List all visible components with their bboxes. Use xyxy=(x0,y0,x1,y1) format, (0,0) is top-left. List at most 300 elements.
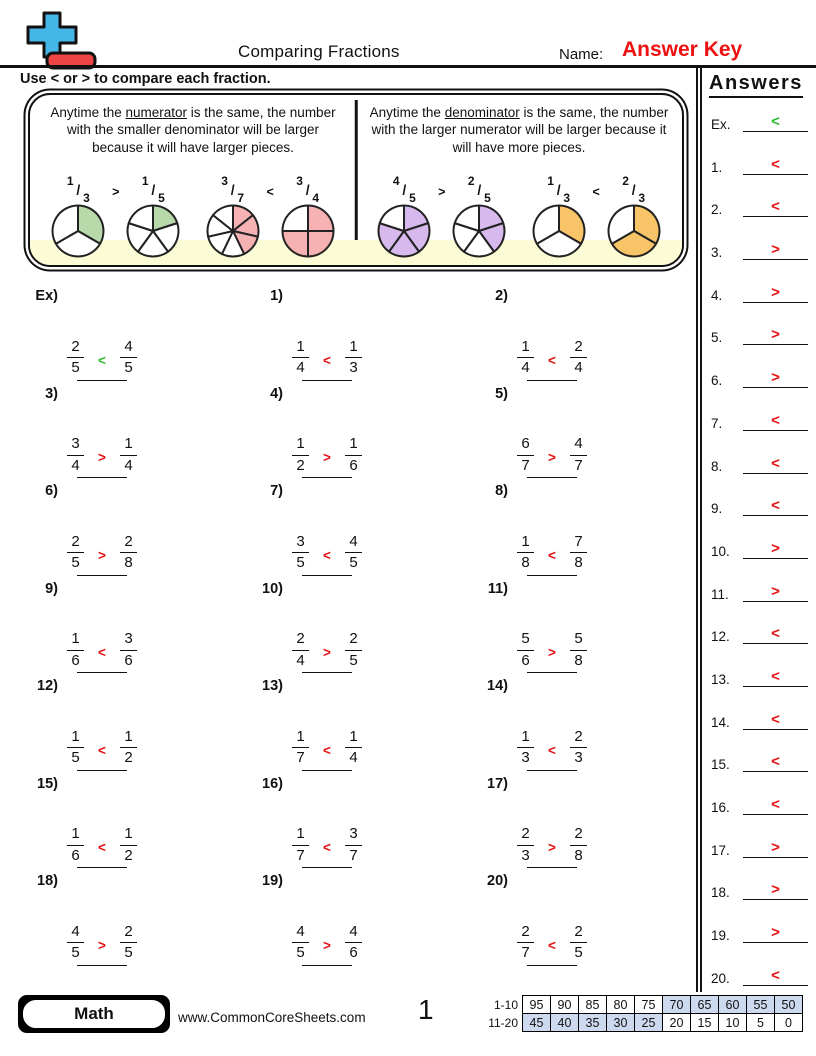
numerator: 6 xyxy=(521,435,530,452)
numerator: 2 xyxy=(296,630,305,647)
score-cell: 70 xyxy=(663,996,691,1014)
answer-symbol: < xyxy=(771,966,780,984)
problem-body xyxy=(67,572,137,670)
comparison-symbol: < xyxy=(266,185,274,199)
fraction-bar xyxy=(345,455,362,456)
problem xyxy=(472,864,684,962)
denominator: 6 xyxy=(521,651,530,669)
answer-rule xyxy=(743,430,808,431)
problem xyxy=(22,767,247,865)
problem-body xyxy=(517,572,587,670)
score-cell: 35 xyxy=(579,1014,607,1032)
denominator: 8 xyxy=(124,554,133,571)
numerator: 4 xyxy=(349,532,358,550)
problem-number: 19) xyxy=(262,873,283,889)
problem-row xyxy=(22,669,684,767)
score-range-label: 11-20 xyxy=(479,1014,523,1032)
denominator: 4 xyxy=(296,651,305,669)
fraction xyxy=(292,436,309,474)
answer-symbol: < xyxy=(771,753,780,771)
problem-body xyxy=(517,767,587,865)
fraction xyxy=(67,924,84,962)
problem-body xyxy=(67,669,137,767)
fraction xyxy=(345,436,362,474)
problem-number: 1) xyxy=(270,288,283,304)
fraction xyxy=(570,339,587,377)
problem-number: 11) xyxy=(487,580,508,597)
problems-grid xyxy=(22,279,684,962)
problem xyxy=(22,572,247,670)
fraction-bar xyxy=(345,942,362,943)
fraction xyxy=(345,924,362,962)
answer-item xyxy=(711,370,808,388)
answer-number: Ex. xyxy=(711,117,731,132)
answer-line xyxy=(743,797,808,815)
pie-fraction-unit xyxy=(603,174,665,264)
problem-body xyxy=(67,864,137,962)
numerator: 1 xyxy=(124,825,133,842)
pie-fraction-unit xyxy=(448,174,510,264)
footer xyxy=(0,993,816,1041)
answer-line xyxy=(743,968,808,986)
comparison-answer: < xyxy=(323,840,331,855)
numerator: 3 xyxy=(124,630,133,647)
fraction-bar xyxy=(67,942,84,943)
numerator: 5 xyxy=(574,630,583,647)
problem-body xyxy=(517,474,587,572)
fraction-bar xyxy=(292,747,309,748)
problem xyxy=(22,669,247,767)
fraction-bar xyxy=(292,455,309,456)
denominator: 4 xyxy=(521,359,530,376)
pie-fraction-unit xyxy=(528,174,590,264)
pie-fraction-unit xyxy=(277,174,339,264)
pie-holder xyxy=(606,203,662,264)
numerator: 5 xyxy=(521,630,530,647)
example-fraction: $^3$ / $_7$ xyxy=(221,174,245,206)
website-link[interactable]: www.CommonCoreSheets.com xyxy=(178,1010,366,1025)
answer-number: 17. xyxy=(711,842,730,858)
answer-line xyxy=(743,669,808,687)
fraction-pie-chart xyxy=(205,203,261,259)
info-box-left xyxy=(30,95,356,265)
fraction xyxy=(517,534,534,572)
comparison-symbol: > xyxy=(112,185,120,199)
fraction-bar xyxy=(345,650,362,651)
example-fraction: $^1$ / $_3$ xyxy=(66,174,90,206)
fraction xyxy=(120,436,137,474)
answer-item xyxy=(711,498,808,516)
fraction xyxy=(517,826,534,864)
numerator: 1 xyxy=(124,435,133,452)
answer-line xyxy=(743,498,808,516)
numerator: 4 xyxy=(71,922,80,940)
problem-body xyxy=(292,864,362,962)
comparison-answer: < xyxy=(98,645,106,660)
info-examples-left xyxy=(30,174,356,264)
answer-symbol: < xyxy=(771,454,780,472)
answer-item xyxy=(711,925,808,943)
fraction-bar xyxy=(570,552,587,553)
answer-item xyxy=(711,712,808,730)
answer-rule xyxy=(743,558,808,559)
answer-item xyxy=(711,840,808,858)
fraction-bar xyxy=(120,747,137,748)
answer-item xyxy=(711,242,808,260)
fraction xyxy=(570,631,587,669)
denominator: 5 xyxy=(124,944,133,961)
fraction-bar xyxy=(67,845,84,846)
numerator: 4 xyxy=(349,922,358,940)
answer-number: 14. xyxy=(711,714,730,730)
score-cell: 45 xyxy=(523,1014,551,1032)
denominator: 5 xyxy=(296,944,305,961)
problem-body xyxy=(517,669,587,767)
numerator: 2 xyxy=(521,922,530,940)
answer-rule xyxy=(743,174,808,175)
example-fraction: $^1$ / $_5$ xyxy=(141,174,165,206)
denominator: 5 xyxy=(71,359,80,376)
answer-number: 3. xyxy=(711,245,723,261)
pie-example xyxy=(373,174,510,264)
pie-holder xyxy=(205,203,261,264)
answer-rule xyxy=(743,814,808,815)
fraction xyxy=(292,826,309,864)
answer-line xyxy=(743,754,808,772)
answer-line xyxy=(743,413,808,431)
blank-line xyxy=(302,965,352,966)
answer-number: 19. xyxy=(711,928,730,944)
score-cell: 40 xyxy=(551,1014,579,1032)
denominator: 5 xyxy=(349,651,358,669)
problem-number: 15) xyxy=(37,775,58,792)
numerator: 1 xyxy=(296,825,305,842)
problem-body xyxy=(292,669,362,767)
problem xyxy=(247,474,472,572)
fraction xyxy=(292,339,309,377)
comparison-answer: > xyxy=(98,937,106,953)
denominator: 3 xyxy=(521,846,530,864)
fraction-bar xyxy=(517,650,534,651)
fraction-bar xyxy=(345,845,362,846)
pie-holder xyxy=(531,203,587,264)
fraction-bar xyxy=(570,650,587,651)
fraction-bar xyxy=(517,357,534,358)
score-table-body xyxy=(479,996,803,1032)
fraction-bar xyxy=(345,747,362,748)
problem-body xyxy=(292,279,362,377)
score-row xyxy=(479,996,803,1014)
numerator: 2 xyxy=(71,337,80,355)
fraction-pie-chart xyxy=(50,203,106,259)
fraction xyxy=(120,534,137,572)
fraction-bar xyxy=(67,650,84,651)
denominator: 7 xyxy=(296,846,305,864)
answer-number: 13. xyxy=(711,671,730,687)
comparison-answer: < xyxy=(548,742,556,758)
answer-rule xyxy=(743,473,808,474)
numerator: 1 xyxy=(349,727,358,745)
score-cell: 75 xyxy=(635,996,663,1014)
fraction-pie-chart xyxy=(451,203,507,259)
score-cell: 0 xyxy=(775,1014,803,1032)
comparison-answer: > xyxy=(98,450,106,465)
pie-example xyxy=(47,174,184,264)
fraction-bar xyxy=(570,845,587,846)
score-cell: 85 xyxy=(579,996,607,1014)
answer-symbol: < xyxy=(771,497,780,515)
answer-symbol: > xyxy=(771,369,780,387)
answer-rule xyxy=(743,771,808,772)
page-title: Comparing Fractions xyxy=(238,42,400,61)
fraction-bar xyxy=(570,942,587,943)
comparison-answer: > xyxy=(323,937,331,953)
denominator: 2 xyxy=(124,749,133,766)
answer-symbol: > xyxy=(771,539,780,557)
numerator: 1 xyxy=(521,532,530,550)
numerator: 1 xyxy=(71,630,80,647)
comparison-answer: > xyxy=(323,450,331,465)
problem-body xyxy=(67,474,137,572)
problem-number: 12) xyxy=(37,678,58,694)
problem-body xyxy=(517,279,587,377)
answer-number: 11. xyxy=(711,586,729,602)
denominator: 7 xyxy=(574,456,583,474)
comparison-answer: < xyxy=(98,840,106,855)
answer-item xyxy=(711,285,808,303)
comparison-answer: < xyxy=(548,547,556,563)
answer-symbol: > xyxy=(771,838,780,856)
answer-symbol: < xyxy=(771,710,780,728)
answer-line xyxy=(743,882,808,900)
problem-number: 20) xyxy=(487,873,508,889)
numerator: 3 xyxy=(71,435,80,452)
answer-item xyxy=(711,584,808,602)
problem-body xyxy=(292,767,362,865)
answer-symbol: > xyxy=(771,283,780,301)
answer-item xyxy=(711,754,808,772)
comparison-answer: < xyxy=(323,547,331,563)
answer-number: 10. xyxy=(711,543,730,559)
denominator: 6 xyxy=(124,651,133,669)
fraction-bar xyxy=(292,357,309,358)
answer-symbol: < xyxy=(771,411,780,429)
score-cell: 30 xyxy=(607,1014,635,1032)
denominator: 6 xyxy=(71,846,80,864)
denominator: 4 xyxy=(349,749,358,766)
page-number: 1 xyxy=(418,994,434,1025)
problem xyxy=(247,864,472,962)
problem-number: Ex) xyxy=(35,288,58,304)
problem xyxy=(472,279,684,377)
answer-rule xyxy=(743,601,808,602)
comparison-answer: < xyxy=(323,742,331,758)
fraction xyxy=(67,534,84,572)
answer-rule xyxy=(743,131,808,132)
answer-symbol: < xyxy=(771,667,780,685)
answer-symbol: < xyxy=(771,113,780,130)
fraction-bar xyxy=(67,747,84,748)
answer-rule xyxy=(743,899,808,900)
answer-number: 1. xyxy=(711,159,723,175)
answer-item xyxy=(711,199,808,217)
info-box-right xyxy=(356,95,682,265)
numerator: 2 xyxy=(574,922,583,940)
score-cell: 5 xyxy=(747,1014,775,1032)
denominator: 5 xyxy=(71,554,80,571)
problem-row xyxy=(22,864,684,962)
numerator: 2 xyxy=(521,825,530,842)
problem xyxy=(472,377,684,475)
comparison-answer: < xyxy=(98,742,106,758)
denominator: 4 xyxy=(71,456,80,474)
fraction xyxy=(345,631,362,669)
fraction-bar xyxy=(517,552,534,553)
score-cell: 50 xyxy=(775,996,803,1014)
problem-number: 10) xyxy=(262,580,283,597)
answers-panel xyxy=(700,68,816,992)
subject-label: Math xyxy=(21,998,167,1030)
answer-symbol: > xyxy=(771,924,780,942)
answer-line xyxy=(743,327,808,345)
answer-number: 16. xyxy=(711,800,730,815)
fraction xyxy=(570,924,587,962)
fraction-bar xyxy=(67,357,84,358)
answer-line xyxy=(743,584,808,602)
problem xyxy=(472,474,684,572)
problem xyxy=(247,669,472,767)
comparison-answer: < xyxy=(548,937,556,953)
answer-number: 6. xyxy=(711,373,723,389)
fraction xyxy=(345,339,362,377)
answer-number: 12. xyxy=(711,629,730,645)
example-fraction: $^1$ / $_3$ xyxy=(547,174,571,206)
answer-symbol: < xyxy=(771,155,780,173)
answer-line xyxy=(743,456,808,474)
answer-rule xyxy=(743,259,808,260)
commoncoresheets-logo-icon xyxy=(16,6,108,72)
fraction-bar xyxy=(120,942,137,943)
fraction xyxy=(67,729,84,767)
fraction xyxy=(120,826,137,864)
score-cell: 25 xyxy=(635,1014,663,1032)
numerator: 1 xyxy=(296,435,305,452)
pie-example xyxy=(528,174,665,264)
answer-rule xyxy=(743,344,808,345)
problem xyxy=(247,377,472,475)
numerator: 1 xyxy=(71,727,80,745)
denominator: 7 xyxy=(521,456,530,474)
fraction xyxy=(517,631,534,669)
score-cell: 65 xyxy=(691,996,719,1014)
score-range-label: 1-10 xyxy=(479,996,523,1014)
numerator: 1 xyxy=(349,337,358,355)
numerator: 2 xyxy=(574,825,583,842)
score-cell: 95 xyxy=(523,996,551,1014)
denominator: 6 xyxy=(71,651,80,669)
pie-holder xyxy=(125,203,181,264)
answer-number: 4. xyxy=(711,287,723,303)
fraction-pie-chart xyxy=(531,203,587,259)
comparison-answer: > xyxy=(548,840,556,855)
problem-number: 13) xyxy=(262,678,283,694)
numerator: 7 xyxy=(574,532,583,550)
fraction xyxy=(570,826,587,864)
problem xyxy=(22,279,247,377)
fraction xyxy=(345,826,362,864)
answer-number: 9. xyxy=(711,501,723,517)
answer-number: 7. xyxy=(711,415,723,431)
problem xyxy=(247,279,472,377)
fraction-bar xyxy=(120,650,137,651)
fraction-bar xyxy=(517,455,534,456)
fraction-bar xyxy=(345,552,362,553)
pie-fraction-unit xyxy=(202,174,264,264)
comparison-answer: < xyxy=(98,352,106,368)
fraction xyxy=(345,534,362,572)
answer-rule xyxy=(743,686,808,687)
denominator: 5 xyxy=(349,554,358,571)
numerator: 2 xyxy=(124,922,133,940)
fraction-bar xyxy=(570,357,587,358)
header-divider xyxy=(0,65,816,68)
problem xyxy=(22,864,247,962)
pie-holder xyxy=(280,203,336,264)
answer-line xyxy=(743,712,808,730)
info-examples-right xyxy=(356,174,682,264)
answer-rule xyxy=(743,942,808,943)
problem xyxy=(22,474,247,572)
answer-line xyxy=(743,285,808,303)
denominator: 5 xyxy=(124,359,133,376)
numerator: 3 xyxy=(296,532,305,550)
fraction-bar xyxy=(292,845,309,846)
answer-item xyxy=(711,413,808,431)
answer-line xyxy=(743,114,808,132)
pie-fraction-unit xyxy=(122,174,184,264)
fraction xyxy=(517,729,534,767)
example-fraction: $^2$ / $_3$ xyxy=(622,174,646,206)
answer-item xyxy=(711,327,808,345)
fraction-bar xyxy=(517,942,534,943)
problem-number: 4) xyxy=(270,385,283,402)
comparison-answer: < xyxy=(548,352,556,368)
numerator: 1 xyxy=(521,727,530,745)
problem-number: 14) xyxy=(487,678,508,694)
score-cell: 20 xyxy=(663,1014,691,1032)
answer-number: 15. xyxy=(711,757,730,773)
answer-item xyxy=(711,968,808,986)
fraction-bar xyxy=(120,845,137,846)
comparison-answer: > xyxy=(548,645,556,660)
problem-number: 2) xyxy=(495,288,508,304)
fraction-pie-chart xyxy=(125,203,181,259)
subject-badge xyxy=(18,995,170,1033)
fraction-bar xyxy=(517,747,534,748)
blank-line xyxy=(527,965,577,966)
denominator: 4 xyxy=(124,456,133,474)
fraction-bar xyxy=(292,942,309,943)
fraction xyxy=(120,729,137,767)
answer-line xyxy=(743,199,808,217)
pie-fraction-unit xyxy=(47,174,109,264)
numerator: 1 xyxy=(71,825,80,842)
comparison-answer: > xyxy=(323,645,331,660)
info-text-numerator: Anytime the numerator is the same, the number with the smaller denominator will be larger because it will have larger pieces. xyxy=(50,105,336,155)
denominator: 5 xyxy=(71,749,80,766)
numerator: 2 xyxy=(574,337,583,355)
fraction-pie-chart xyxy=(606,203,662,259)
